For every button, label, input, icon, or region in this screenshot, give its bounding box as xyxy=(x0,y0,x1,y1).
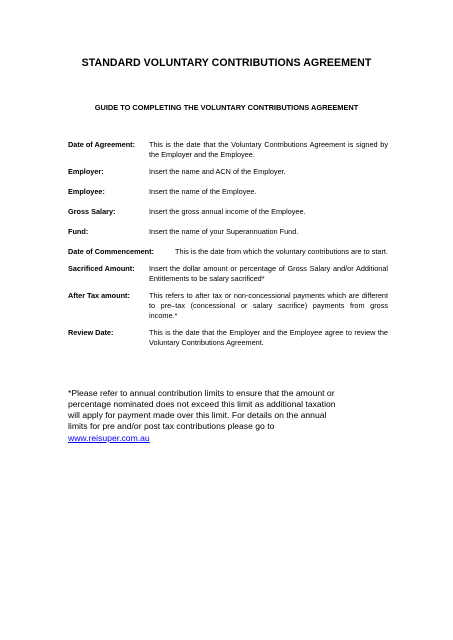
definition-term: Gross Salary: xyxy=(68,207,116,216)
definition-term: Review Date: xyxy=(68,328,114,337)
definition-term: Employer: xyxy=(68,167,104,176)
definition-text: Insert the dollar amount or percentage of Gross Salary and/or Additional Entitlements to be salary sacrificed* xyxy=(149,264,388,283)
definitions-list xyxy=(68,140,388,348)
definition-text: This is the date from which the voluntary contributions are to start. xyxy=(175,247,388,256)
definition-fund xyxy=(68,227,388,237)
footnote xyxy=(68,388,344,444)
definition-text: Insert the name and ACN of the Employer. xyxy=(149,167,286,176)
definition-employee xyxy=(68,187,388,197)
guide-subtitle: GUIDE TO COMPLETING THE VOLUNTARY CONTRIBUTIONS AGREEMENT xyxy=(94,103,359,112)
document-title: STANDARD VOLUNTARY CONTRIBUTIONS AGREEMENT xyxy=(81,57,372,69)
definition-review-date xyxy=(68,328,388,348)
definition-text: This is the date that the Voluntary Contributions Agreement is signed by the Employer and the Employee. xyxy=(149,140,388,159)
definition-term: After Tax amount: xyxy=(68,291,130,300)
definition-term: Fund: xyxy=(68,227,89,236)
definition-term: Sacrificed Amount: xyxy=(68,264,135,273)
reisuper-link[interactable]: www.reisuper.com.au xyxy=(68,432,150,443)
definition-text: This refers to after tax or non-concessional payments which are different to pre–tax (concessional or salary sacrifice) payments from gross income.* xyxy=(149,291,388,320)
definition-after-tax-amount xyxy=(68,291,388,321)
definition-employer xyxy=(68,167,388,177)
definition-date-of-agreement xyxy=(68,140,388,160)
definition-sacrificed-amount xyxy=(68,264,388,284)
definition-term: Date of Agreement: xyxy=(68,140,136,149)
definition-text: Insert the name of the Employee. xyxy=(149,187,257,196)
definition-term: Employee: xyxy=(68,187,105,196)
definition-gross-salary xyxy=(68,207,388,217)
definition-text: Insert the gross annual income of the Employee. xyxy=(149,207,306,216)
footnote-text: *Please refer to annual contribution limits to ensure that the amount or percentage nominated does not exceed this limit as additional taxation will apply for payment made over this limit. For details on the annual limits for pre and/or post tax contributions please go to xyxy=(68,387,336,432)
definition-text: This is the date that the Employer and the Employee agree to review the Voluntary Contributions Agreement. xyxy=(149,328,388,347)
definition-text: Insert the name of your Superannuation Fund. xyxy=(149,227,299,236)
definition-term: Date of Commencement: xyxy=(68,247,154,256)
definition-date-of-commencement xyxy=(68,247,388,257)
